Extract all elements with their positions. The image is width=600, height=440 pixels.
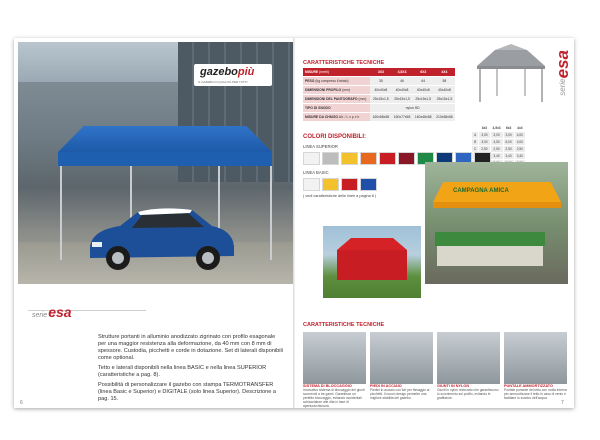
description-paragraph: Tetto e laterali disponibili nella linea BASIC e nella linea SUPERIOR (caratteristiche a pag. 8). — [98, 365, 267, 378]
left-page — [14, 38, 293, 408]
page-number: 6 — [20, 400, 23, 406]
gazebo-leg — [270, 166, 272, 260]
table-row: DIMENSIONI DEL PANTOGRAFO (mm) 25x15x1,5 25x15x1,5 25x15x1,5 25x15x1,5 — [303, 95, 455, 104]
basic-note: ( vedi caratteristiche delle linee a pagina 8 ) — [303, 194, 377, 198]
gazebo-dimension-diagram — [475, 44, 547, 106]
features-row — [303, 332, 569, 408]
table-row: A 3,00 3,00 3,00 4,00 — [472, 132, 526, 139]
size-table: 3x3 4,5x3 6x3 4x4 A 3,00 3,00 3,00 4,00 B 3,00 4,50 6,00 4,00 C 2,50 2,50 2,50 2,50 3,40 3,40 3,40 — [471, 124, 526, 167]
table-row: TIPO DI SNODO nylon HD — [303, 104, 455, 113]
feature-photo — [370, 332, 433, 384]
feature-title: PUNTALE AMMORTIZZATO — [504, 384, 554, 388]
specs-title: CARATTERISTICHE TECNICHE — [303, 60, 385, 66]
vertical-serie-title: serieesa — [553, 50, 572, 96]
color-swatch — [379, 152, 396, 165]
color-swatch — [322, 152, 339, 165]
right-page — [295, 38, 574, 408]
feature-text: Puntale portante del tetto con molla interna per ammortizzare il tetto in caso di vento e facilitare lo scarico dell'acqua. — [504, 388, 567, 400]
basic-swatches — [303, 178, 377, 191]
gazebo-leg — [60, 166, 62, 260]
color-swatch — [341, 152, 358, 165]
feature-title: GIUNTI IN NYLON — [437, 384, 470, 388]
market-banner-text: CAMPAGNA AMICA — [453, 188, 509, 194]
table-row: B 3,00 4,50 6,00 4,00 — [472, 139, 526, 146]
brand-tagline: IL GAZEBO DI QUALITÀ PER TUTTI — [198, 80, 248, 84]
feature-text: Giunti in nylon rinforzato che garantiscono lo scorrimento sul profilo, evitando le graffiature. — [437, 388, 499, 400]
gazebo-canopy — [58, 126, 272, 152]
feature-text: Innovativo sistema di bloccaggio dei giunti scorrevoli a tre ganci. Garantisce un perfetto bloccaggio, evitando accidentali schiacciature alle dita in fase di apertura/chiusura. — [303, 388, 365, 408]
color-swatch — [322, 178, 339, 191]
color-swatch — [398, 152, 415, 165]
table-row: C 2,50 2,50 2,50 2,50 — [472, 146, 526, 153]
feature-card — [303, 332, 366, 408]
red-side-walls — [337, 250, 407, 280]
table-row: PESO (kg compreso il telaio) 35 46 64 58 — [303, 77, 455, 86]
red-gazebo-photo — [323, 226, 421, 298]
market-valance — [433, 202, 561, 208]
colors-title: COLORI DISPONIBILI: — [303, 134, 366, 140]
brochure-spread — [14, 38, 574, 408]
table-row: DIMENSIONI PROFILO (mm) 40x40x8 40x40x8 40x40x8 40x40x8 — [303, 86, 455, 95]
main-product-photo — [18, 42, 293, 284]
page-number: 7 — [561, 400, 564, 406]
brand-logo-text: gazebopiù — [200, 66, 255, 78]
feature-card — [370, 332, 433, 408]
table-row: MISURE DA CHIUSO Alt. / L x p x h 160x58x58 160x77x58 160x48x58 210x58x58 — [303, 113, 455, 122]
feature-title: PIEDI IN ACCIAIO — [370, 384, 402, 388]
basic-label: LINEA BASIC — [303, 170, 329, 175]
color-swatch — [303, 178, 320, 191]
features-title: CARATTERISTICHE TECNICHE — [303, 322, 385, 328]
feature-photo — [303, 332, 366, 384]
feature-photo — [437, 332, 500, 384]
feature-title: SISTEMA DI BLOCCAGGIO — [303, 384, 352, 388]
feature-card — [504, 332, 567, 408]
superior-label: LINEA SUPERIOR — [303, 144, 338, 149]
market-counter — [437, 246, 543, 266]
product-description — [98, 334, 284, 406]
color-swatch — [360, 152, 377, 165]
table-row: 3,40 3,40 3,40 — [472, 153, 526, 160]
market-photo — [425, 162, 568, 284]
color-swatch — [341, 178, 358, 191]
description-paragraph: Strutture portanti in alluminio anodizzato zigrinato con profilo esagonale per una maggior resistenza alla deformazione, da 40 mm con 8 mm di spessore. Custodia, picchetti e corde in dotazione. Set di laterali disponibili come optional. — [98, 334, 284, 361]
car-image — [80, 202, 240, 272]
color-swatch — [303, 152, 320, 165]
feature-photo — [504, 332, 567, 384]
red-canopy — [337, 238, 407, 250]
color-swatch — [360, 178, 377, 191]
serie-title: serieesa — [32, 304, 72, 320]
feature-text: Piedini in acciaio con fori per fissaggio ai picchetti. Il nuovo design permette una migliore stabilità del gazebo. — [370, 388, 430, 400]
market-stall — [435, 232, 545, 246]
feature-card — [437, 332, 500, 408]
specs-table: MISURE (metri) 3X3 4,5X3 6X3 4X4 PESO (kg compreso il telaio) 35 46 64 58 DIMENSIONI PROFILO (mm) 40x40x8 40x40x8 40x40x8 40x40x8 DIMENSIONI DEL PANTOGRAFO (mm) 25x15x1,5 25x15x1,5 25x15x1,5 25x15x1,5 TIPO DI SNODO nylon HD MISURE DA CHIUSO Alt. / L x p x h 160x58x58 160x77x58 160x48x58 210x58x58 — [303, 68, 455, 122]
gazebo-valance — [58, 152, 272, 166]
description-paragraph: Possibilità di personalizzare il gazebo con stampa TERMOTRANSFER (linea Basic e Superior) e DIGITALE (solo linea Superior). Descrizione a pag. 15. — [98, 382, 277, 402]
